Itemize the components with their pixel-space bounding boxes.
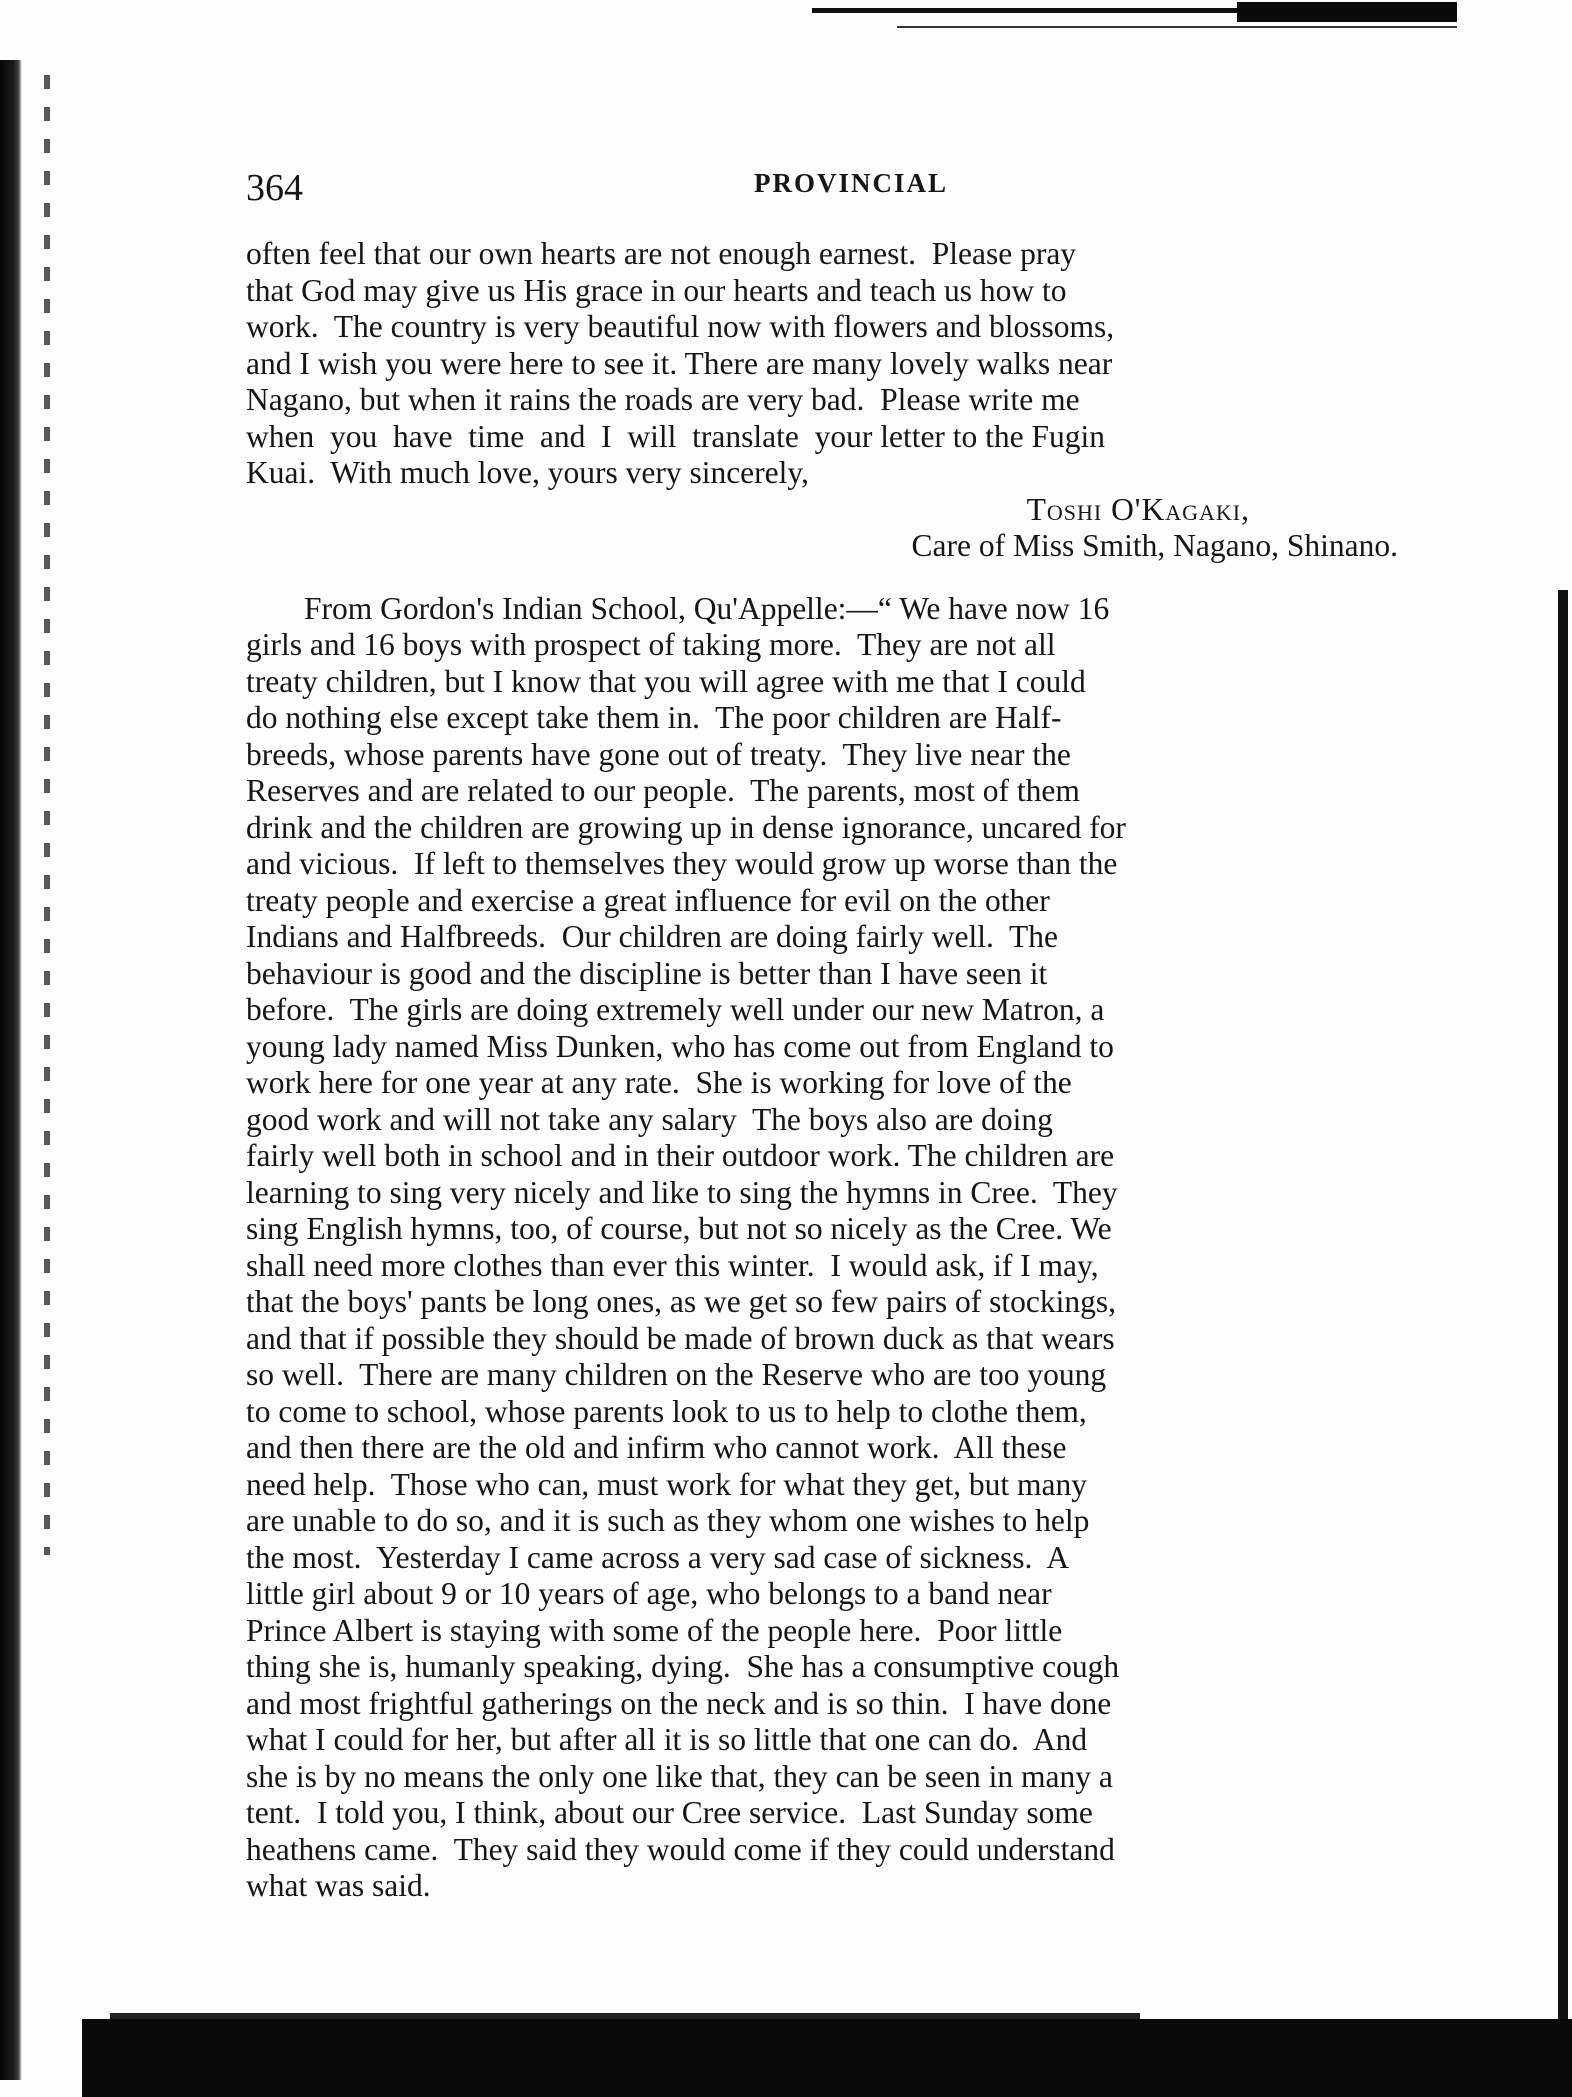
text-line: fairly well both in school and in their outdoor work. The children are [246, 1138, 1115, 1173]
running-head: PROVINCIAL [753, 168, 948, 198]
text-line: little girl about 9 or 10 years of age, who belongs to a band near [246, 1576, 1052, 1611]
text-line: young lady named Miss Dunken, who has come out from England to [246, 1028, 1114, 1064]
text-line: Prince Albert is staying with some of the people here. Poor little [246, 1612, 1063, 1648]
text-line: what I could for her, but after all it is so little that one can do. And [246, 1722, 1088, 1757]
letter-continuation [246, 236, 1398, 565]
text-line: are unable to do so, and it is such as they whom one wishes to help [246, 1503, 1090, 1538]
text-line: and I wish you were here to see it. There are many lovely walks near [246, 345, 1113, 381]
text-line: sing English hymns, too, of course, but not so nicely as the Cree. We [246, 1211, 1112, 1246]
text-line: thing she is, humanly speaking, dying. She has a consumptive cough [246, 1649, 1120, 1684]
text-line: Kuai. With much love, yours very sincerely, [246, 455, 809, 490]
text-line: when you have time and I will translate your letter to the Fugin [246, 418, 1106, 454]
text-line: need help. Those who can, must work for what they get, but many [246, 1466, 1087, 1502]
scan-left-margin-marks [44, 75, 50, 1555]
text-line: breeds, whose parents have gone out of treaty. They live near the [246, 736, 1071, 772]
page-number: 364 [246, 167, 303, 209]
signature-address: Care of Miss Smith, Nagano, Shinano. [911, 528, 1398, 563]
text-line: that God may give us His grace in our hearts and teach us how to [246, 272, 1067, 308]
text-line: Reserves and are related to our people. The parents, most of them [246, 773, 1080, 808]
text-line: that the boys' pants be long ones, as we get so few pairs of stockings, [246, 1284, 1117, 1319]
text-line: and vicious. If left to themselves they would grow up worse than the [246, 846, 1118, 881]
text-line: do nothing else except take them in. The poor children are Half- [246, 700, 1062, 735]
text-line: learning to sing very nicely and like to sing the hymns in Cree. They [246, 1174, 1118, 1210]
text-line: work here for one year at any rate. She is working for love of the [246, 1065, 1072, 1100]
text-line: and that if possible they should be made of brown duck as that wears [246, 1320, 1115, 1356]
text-line: treaty children, but I know that you will agree with me that I could [246, 663, 1086, 699]
text-line: good work and will not take any salary The boys also are doing [246, 1101, 1053, 1137]
scan-top-rule-thin [897, 26, 1457, 28]
text-line: so well. There are many children on the Reserve who are too young [246, 1357, 1107, 1392]
page-header [246, 164, 1396, 214]
text-line: the most. Yesterday I came across a very sad case of sickness. A [246, 1539, 1070, 1575]
text-line: girls and 16 boys with prospect of taking more. They are not all [246, 627, 1056, 662]
paragraph-gap [246, 565, 1398, 591]
text-line: and then there are the old and infirm who cannot work. All these [246, 1430, 1067, 1465]
scan-bottom-edge-shadow [82, 2019, 1572, 2097]
text-line: From Gordon's Indian School, Qu'Appelle:—“ We have now 16 [304, 590, 1110, 626]
text-line: to come to school, whose parents look to us to help to clothe them, [246, 1393, 1087, 1429]
text-line: Nagano, but when it rains the roads are very bad. Please write me [246, 382, 1080, 417]
body-text [246, 236, 1398, 1905]
letter-gordons-school [246, 591, 1398, 1905]
scan-right-edge-shadow [1558, 590, 1568, 2035]
text-line: treaty people and exercise a great influence for evil on the other [246, 882, 1050, 918]
text-line: drink and the children are growing up in dense ignorance, uncared for [246, 809, 1126, 845]
scan-left-edge-shadow [0, 60, 22, 2080]
text-line: shall need more clothes than ever this winter. I would ask, if I may, [246, 1247, 1099, 1283]
text-line: Indians and Halfbreeds. Our children are doing fairly well. The [246, 919, 1059, 954]
text-line: behaviour is good and the discipline is better than I have seen it [246, 955, 1048, 991]
text-line: and most frightful gatherings on the neck and is so thin. I have done [246, 1685, 1112, 1721]
text-line: before. The girls are doing extremely well under our new Matron, a [246, 992, 1105, 1027]
text-line: tent. I told you, I think, about our Cree service. Last Sunday some [246, 1795, 1093, 1830]
text-line: heathens came. They said they would come if they could understand [246, 1831, 1115, 1867]
text-line: work. The country is very beautiful now with flowers and blossoms, [246, 309, 1115, 344]
text-line: what was said. [246, 1868, 431, 1903]
scan-top-rule-thick [1237, 2, 1457, 22]
signature-name: Toshi O'Kagaki, [1026, 491, 1250, 527]
text-line: she is by no means the only one like that, they can be seen in many a [246, 1758, 1113, 1794]
text-line: often feel that our own hearts are not enough earnest. Please pray [246, 236, 1077, 271]
